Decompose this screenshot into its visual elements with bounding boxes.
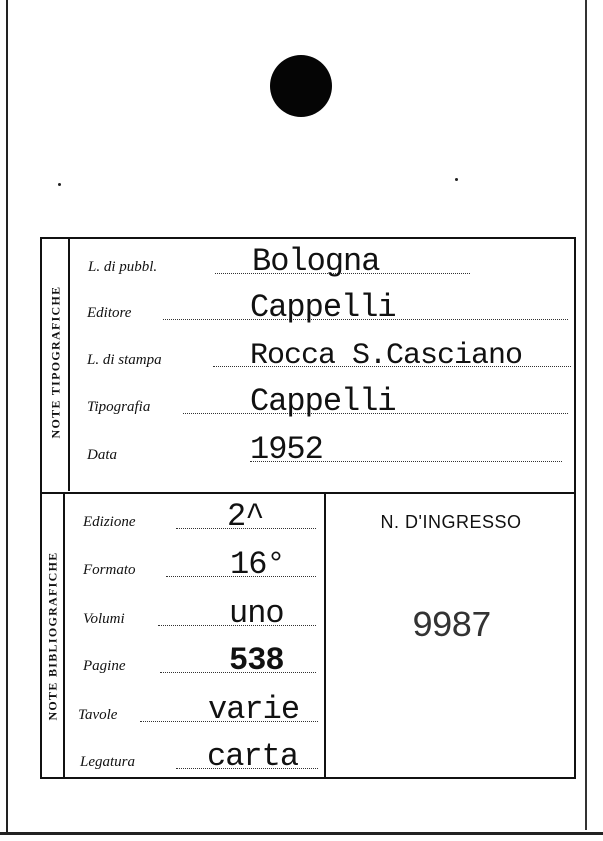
row-formato xyxy=(0,543,320,583)
field-label: Tavole xyxy=(78,707,118,723)
field-value: uno xyxy=(229,595,284,632)
card-bottom-edge xyxy=(0,832,603,835)
row-luogo-pubblicazione xyxy=(0,240,603,280)
tipografiche-label: NOTE TIPOGRAFICHE xyxy=(48,285,63,439)
row-luogo-stampa xyxy=(0,333,603,373)
biblio-bottom-line xyxy=(40,777,576,779)
row-volumi xyxy=(0,592,320,632)
field-value: Cappelli xyxy=(250,289,396,326)
row-editore xyxy=(0,286,603,326)
field-value: 16° xyxy=(230,546,285,583)
speck xyxy=(455,178,458,181)
field-value: 2^ xyxy=(227,498,264,535)
field-label: Editore xyxy=(87,305,132,321)
field-label: Data xyxy=(87,447,117,463)
field-label: Pagine xyxy=(83,658,126,674)
field-value: carta xyxy=(207,738,299,775)
field-label: Volumi xyxy=(83,611,125,627)
biblio-right-line xyxy=(574,494,576,778)
ingresso-title: N. D'INGRESSO xyxy=(380,512,522,532)
speck xyxy=(58,183,61,186)
field-value: 1952 xyxy=(250,431,323,468)
row-pagine xyxy=(0,639,320,679)
punch-hole xyxy=(270,55,332,117)
row-data xyxy=(0,428,603,468)
field-value: Rocca S.Casciano xyxy=(250,339,523,373)
row-tipografia xyxy=(0,380,603,420)
ingresso-divider xyxy=(324,494,326,778)
row-edizione xyxy=(0,495,320,535)
ingresso-number: 9987 xyxy=(411,606,491,647)
field-value: varie xyxy=(208,691,300,728)
field-value: 538 xyxy=(229,642,284,679)
field-label: Formato xyxy=(83,562,136,578)
field-label: Edizione xyxy=(83,514,136,530)
bibliografiche-label: NOTE BIBLIOGRAFICHE xyxy=(45,551,60,721)
field-value: Cappelli xyxy=(250,383,396,420)
field-label: Legatura xyxy=(80,754,136,770)
field-value: Bologna xyxy=(252,243,380,280)
field-label: Tipografia xyxy=(87,399,151,415)
field-label: L. di stampa xyxy=(87,352,162,368)
row-tavole xyxy=(0,688,320,728)
section-divider xyxy=(40,492,576,494)
field-label: L. di pubbl. xyxy=(88,259,158,275)
row-legatura xyxy=(0,735,320,775)
